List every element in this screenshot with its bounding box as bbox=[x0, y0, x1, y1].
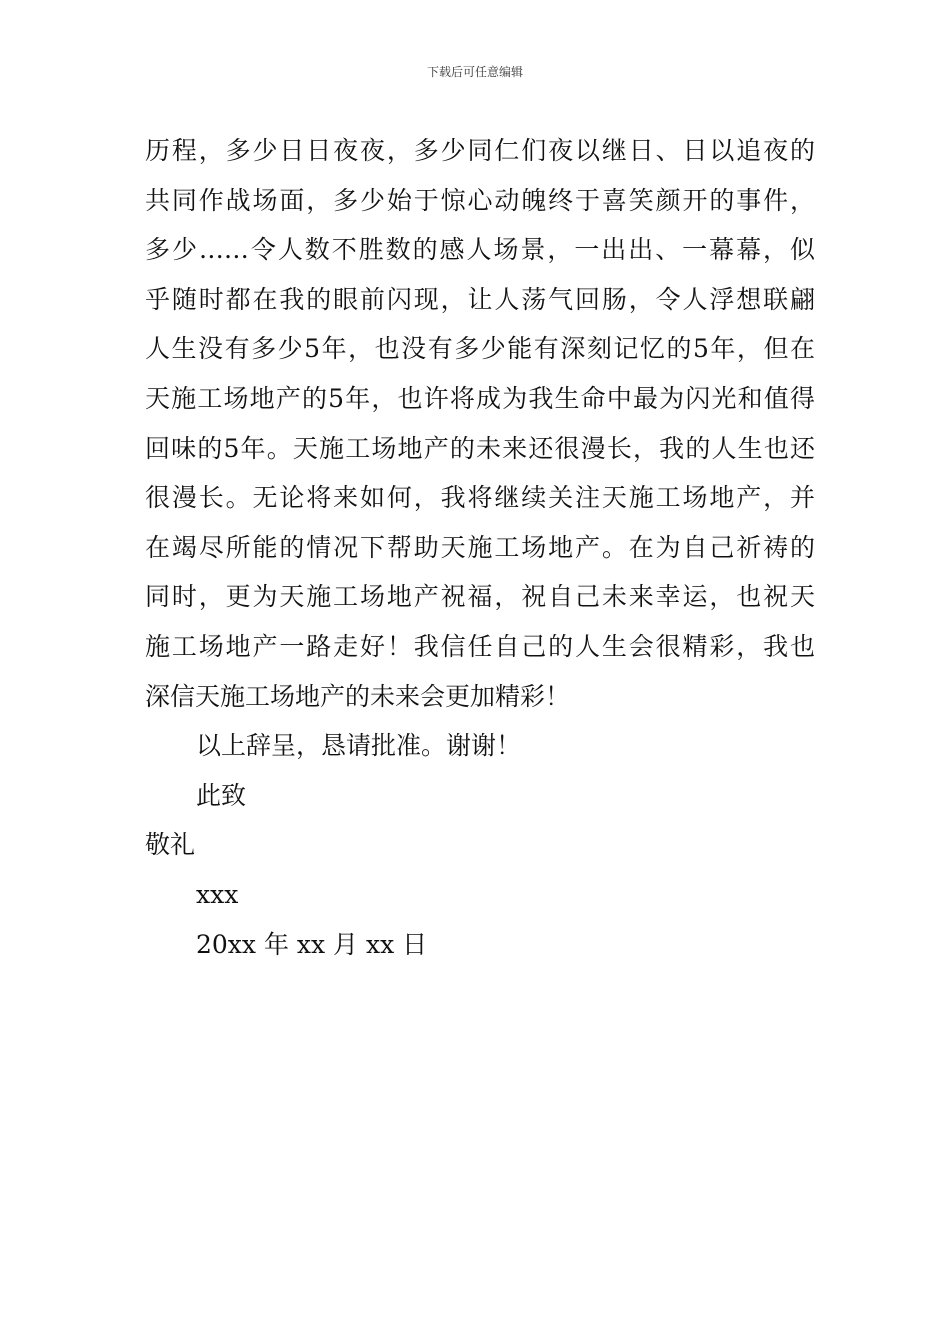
paragraph-line: 很漫长。无论将来如何，我将继续关注天施工场地产，并 bbox=[145, 483, 815, 513]
closing-request: 以上辞呈，恳请批准。谢谢！ bbox=[196, 731, 522, 761]
paragraph-line: 回味的5年。天施工场地产的未来还很漫长，我的人生也还 bbox=[145, 433, 815, 463]
paragraph-line: 同时，更为天施工场地产祝福，祝自己未来幸运，也祝天 bbox=[145, 582, 815, 612]
paragraph-last-line: 深信天施工场地产的未来会更加精彩！ bbox=[145, 681, 571, 711]
paragraph-line: 在竭尽所能的情况下帮助天施工场地产。在为自己祈祷的 bbox=[145, 532, 815, 562]
letter-body bbox=[145, 126, 815, 969]
paragraph-line: 天施工场地产的5年，也许将成为我生命中最为闪光和值得 bbox=[145, 383, 815, 413]
signature: xxx bbox=[196, 879, 239, 909]
paragraph-line: 历程，多少日日夜夜，多少同仁们夜以继日、日以追夜的 bbox=[145, 136, 815, 165]
paragraph-line: 乎随时都在我的眼前闪现，让人荡气回肠，令人浮想联翩 bbox=[145, 284, 815, 314]
paragraph-line: 多少……令人数不胜数的感人场景，一出出、一幕幕，似 bbox=[145, 235, 815, 265]
paragraph-line: 人生没有多少5年，也没有多少能有深刻记忆的5年，但在 bbox=[145, 334, 815, 364]
letter-date: 20xx 年 xx 月 xx 日 bbox=[196, 929, 428, 959]
paragraph-line: 共同作战场面，多少始于惊心动魄终于喜笑颜开的事件， bbox=[145, 185, 815, 215]
salutation-jing-li: 敬礼 bbox=[145, 830, 196, 860]
salutation-ci-zhi: 此致 bbox=[196, 780, 247, 810]
page-header: 下载后可任意编辑 bbox=[426, 65, 523, 79]
paragraph-line: 施工场地产一路走好！我信任自己的人生会很精彩，我也 bbox=[145, 631, 815, 661]
